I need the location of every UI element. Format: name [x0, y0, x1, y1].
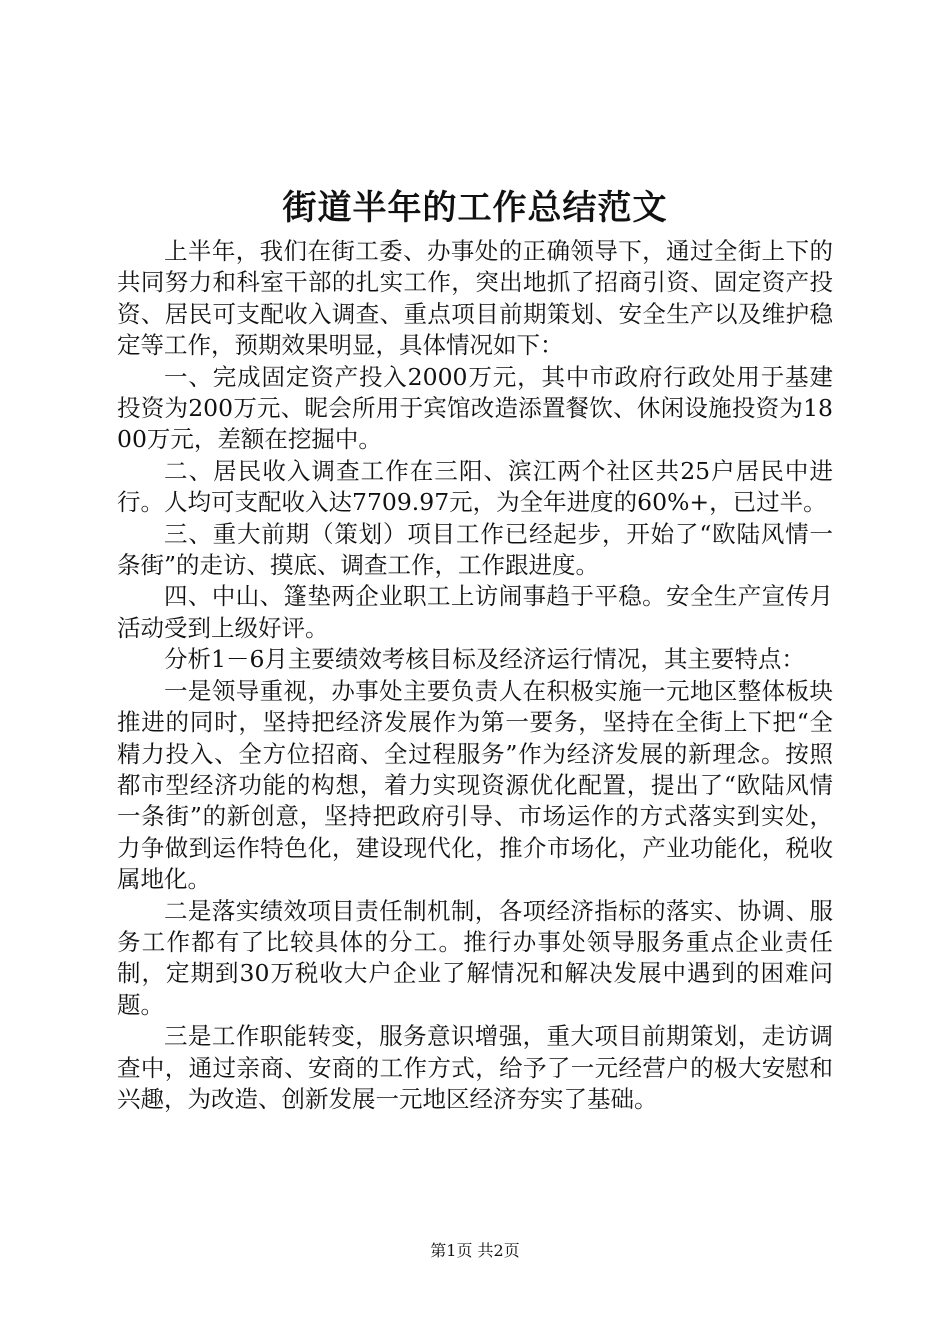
paragraph-feature-1: 一是领导重视，办事处主要负责人在积极实施一元地区整体板块推进的同时，坚持把经济发展作为第一要务，坚持在全街上下把“全精力投入、全方位招商、全过程服务”作为经济发展的新理念。按照都市型经济功能的构想，着力实现资源优化配置，提出了“欧陆风情一条街”的新创意，坚持把政府引导、市场运作的方式落实到实处，力争做到运作特色化，建设现代化，推介市场化，产业功能化，税收属地化。 [117, 676, 833, 894]
paragraph-item-2: 二、居民收入调查工作在三阳、滨江两个社区共25户居民中进行。人均可支配收入达7709.97元，为全年进度的60%+，已过半。 [117, 456, 833, 517]
paragraph-item-1: 一、完成固定资产投入2000万元，其中市政府行政处用于基建投资为200万元、昵会所用于宾馆改造添置餐饮、休闲设施投资为1800万元，差额在挖掘中。 [117, 362, 833, 454]
paragraph-analysis: 分析1－6月主要绩效考核目标及经济运行情况，其主要特点： [164, 645, 805, 674]
paragraph-feature-3: 三是工作职能转变，服务意识增强，重大项目前期策划，走访调查中，通过亲商、安商的工作方式，给予了一元经营户的极大安慰和兴趣，为改造、创新发展一元地区经济夯实了基础。 [117, 1022, 833, 1113]
document-body [117, 236, 833, 1115]
paragraph-feature-2: 二是落实绩效项目责任制机制，各项经济指标的落实、协调、服务工作都有了比较具体的分工。推行办事处领导服务重点企业责任制，定期到30万税收大户企业了解情况和解决发展中遇到的困难问题。 [117, 896, 833, 1019]
paragraph-item-4: 四、中山、篷垫两企业职工上访闹事趋于平稳。安全生产宣传月活动受到上级好评。 [117, 582, 833, 642]
paragraph-item-3: 三、重大前期（策划）项目工作已经起步，开始了“欧陆风情一条街”的走访、摸底、调查工作，工作跟进度。 [117, 519, 833, 580]
document-title: 街道半年的工作总结范文 [282, 188, 668, 228]
page-number-footer: 第1页 共2页 [430, 1241, 520, 1260]
paragraph-intro: 上半年，我们在街工委、办事处的正确领导下，通过全街上下的共同努力和科室干部的扎实工作，突出地抓了招商引资、固定资产投资、居民可支配收入调查、重点项目前期策划、安全生产以及维护稳定等工作，预期效果明显，具体情况如下： [117, 237, 833, 360]
